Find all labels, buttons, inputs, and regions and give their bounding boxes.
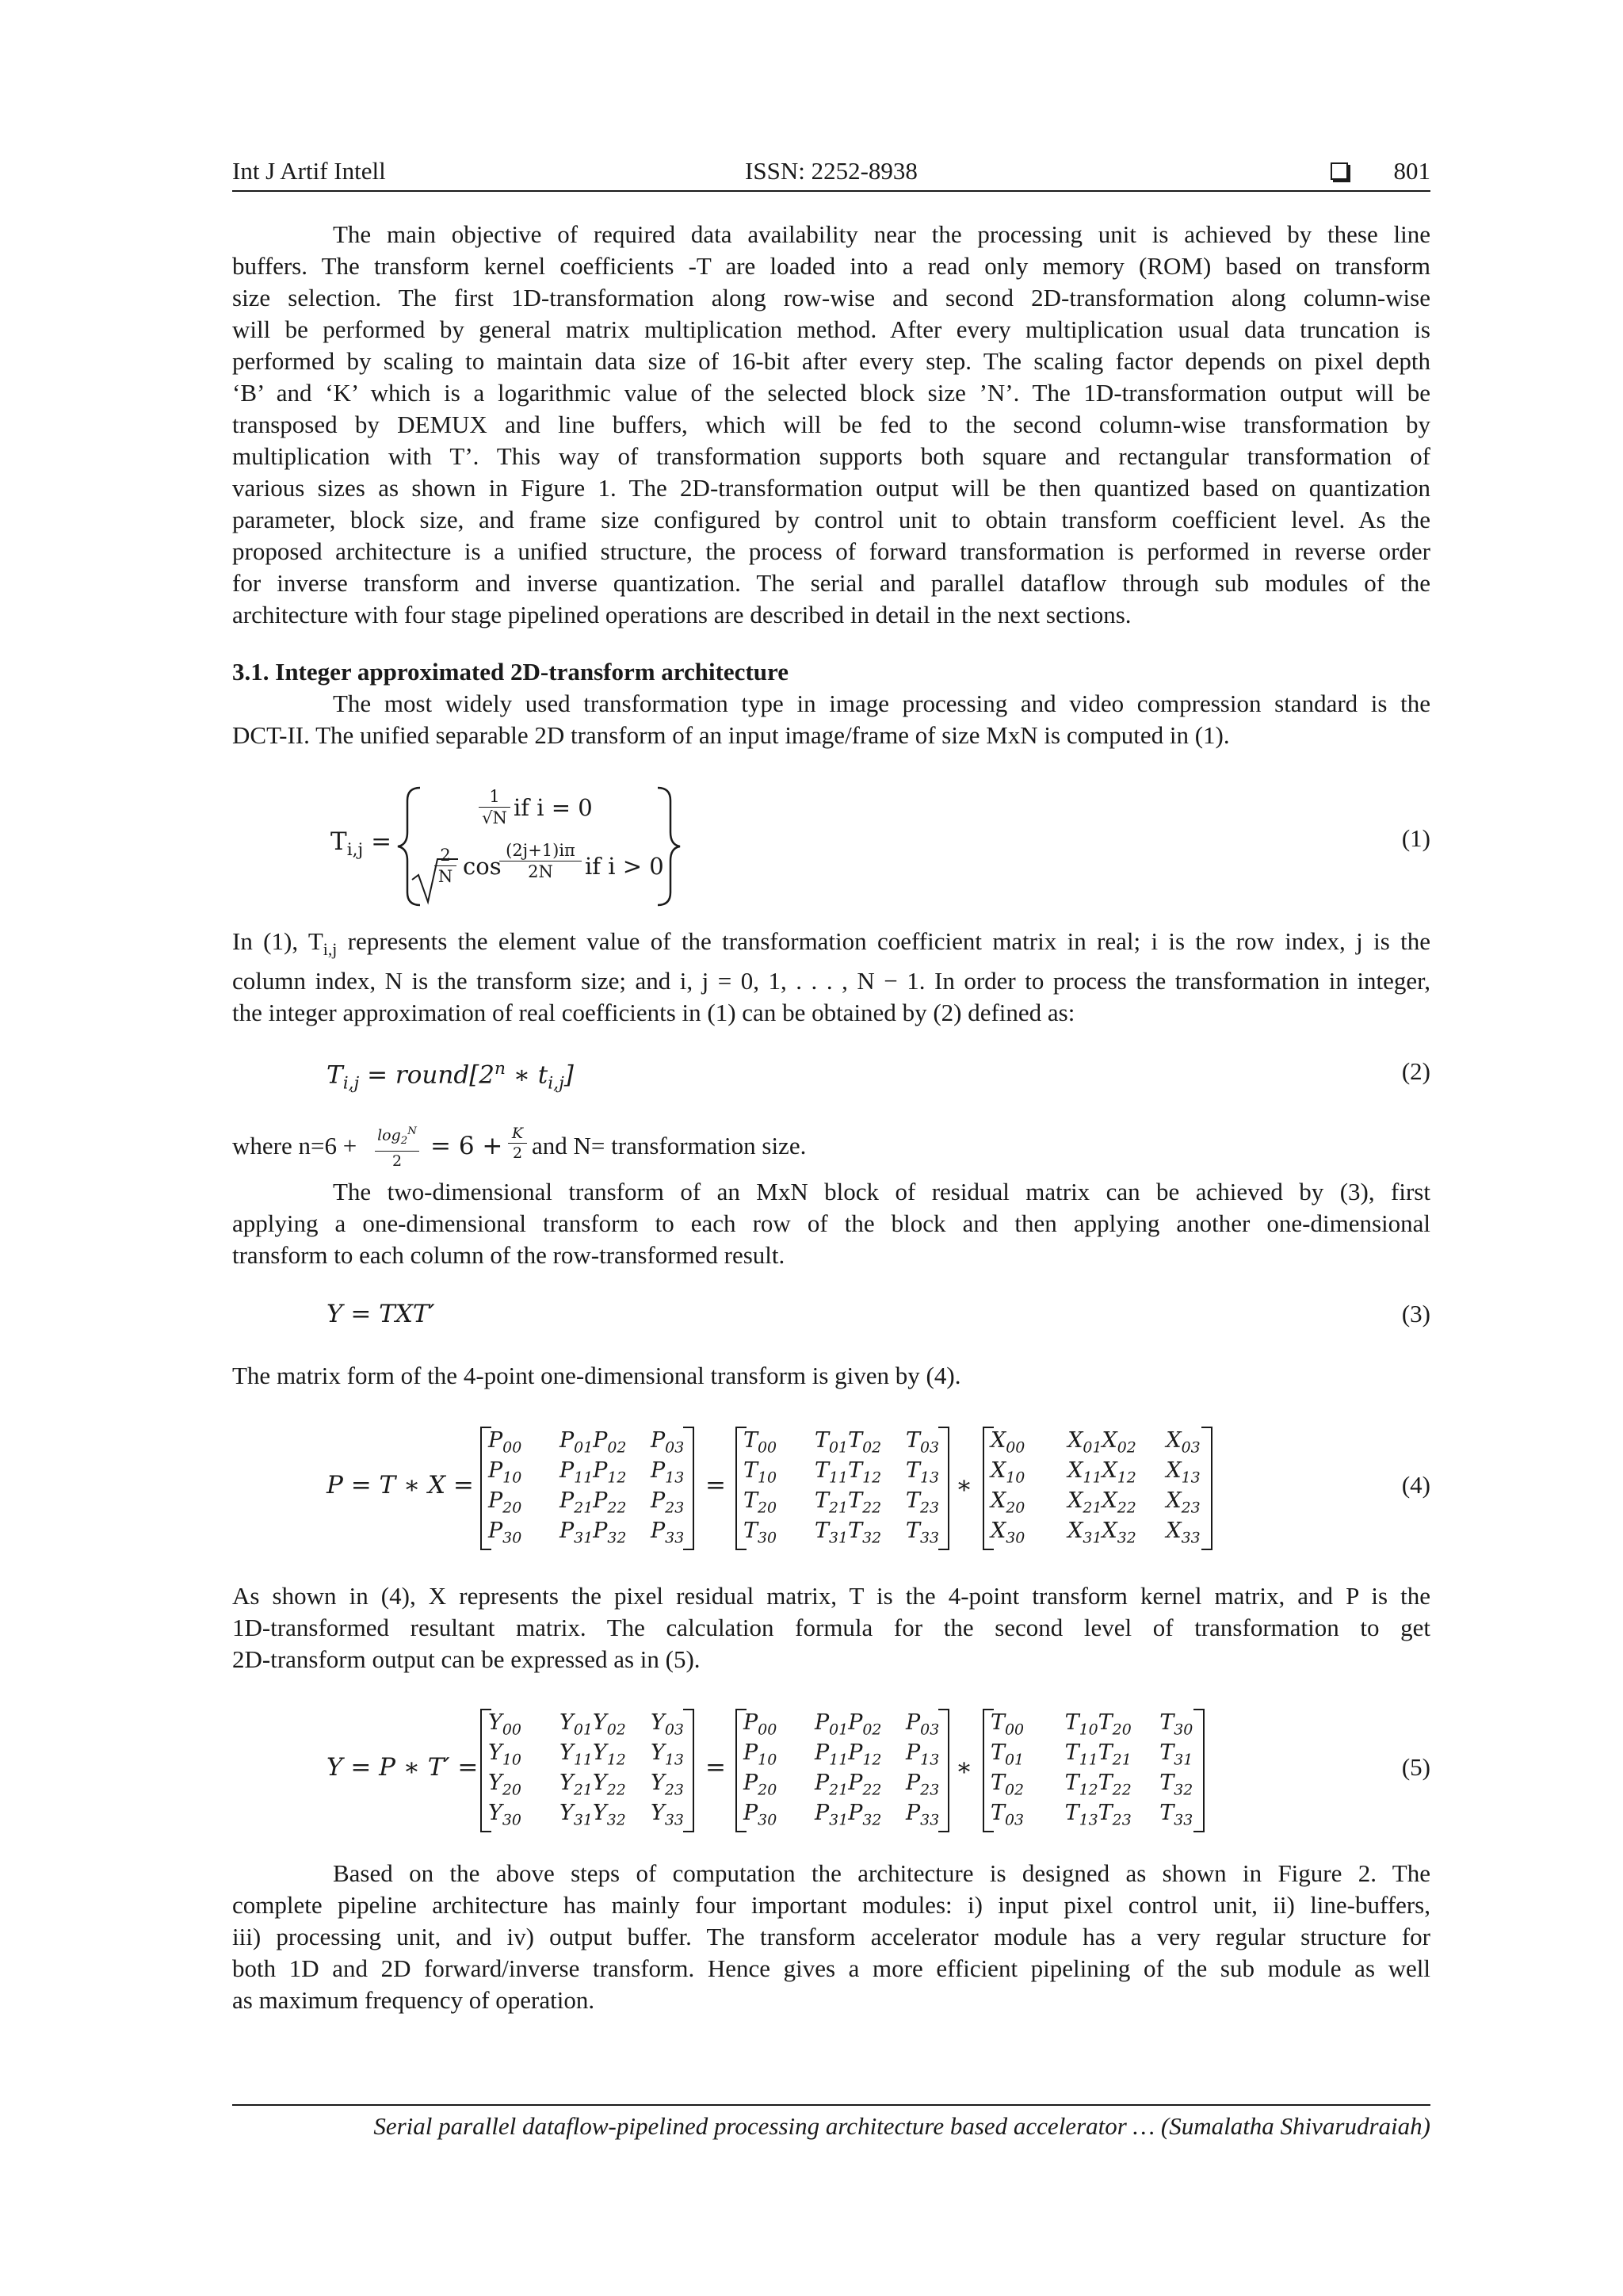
matrix-cell: $T_{33}$ xyxy=(1159,1801,1193,1829)
matrix-cell: $Y_{13}$ xyxy=(651,1740,684,1769)
matrix-cell: $T_{13}$ xyxy=(906,1458,940,1487)
text-line: The main objective of required data availability near the processing unit is achieved by these line xyxy=(333,220,1430,248)
text-line: In (1), $T_{i,j}$ represents the element value of the transformation coefficient matrix in real; i is the row index, j is the xyxy=(232,927,1431,960)
matrix-cell: $Y_{11}Y_{12}$ xyxy=(559,1740,626,1769)
matrix-cell: $T_{10}$ xyxy=(743,1458,777,1487)
eq1-case2-cond: if i > 0 xyxy=(585,853,664,880)
matrix-cell: $T_{03}$ xyxy=(906,1428,940,1457)
text-line: DCT-II. The unified separable 2D transform of an input image/frame of size MxN is computed in (1). xyxy=(232,721,1230,749)
eq5-lhs: Y = P ∗ T′ = xyxy=(327,1753,479,1782)
text-line: ‘B’ and ‘K’ which is a logarithmic value of the selected block size ’N’. The 1D-transformation output will be xyxy=(232,379,1430,407)
matrix-cell: $X_{30}$ xyxy=(991,1519,1025,1547)
eq1-case1-frac: 1 √N xyxy=(479,786,510,828)
paragraph-after-eq4 xyxy=(232,1580,1430,1675)
matrix-cell: $X_{00}$ xyxy=(991,1428,1025,1457)
text-line: as maximum frequency of operation. xyxy=(232,1986,595,2014)
matrix-cell: $T_{31}T_{32}$ xyxy=(815,1519,882,1547)
matrix-cell: $T_{30}$ xyxy=(743,1519,777,1547)
running-footer: Serial parallel dataflow-pipelined processing architecture based accelerator … (Sumalatha Shivarudraiah) xyxy=(373,2112,1430,2140)
text-line: the integer approximation of real coefficients in (1) can be obtained by (2) defined as: xyxy=(232,999,1075,1027)
matrix-cell: $P_{03}$ xyxy=(906,1710,940,1739)
matrix-cell: $X_{23}$ xyxy=(1166,1488,1201,1517)
text-line: iii) processing unit, and iv) output buffer. The transform accelerator module has a very regular structure for xyxy=(232,1923,1430,1950)
section-heading: 3.1. Integer approximated 2D-transform architecture xyxy=(232,658,789,686)
matrix-cell: $X_{33}$ xyxy=(1166,1519,1201,1547)
matrix-cell: $P_{10}$ xyxy=(743,1740,777,1769)
matrix-cell: $P_{33}$ xyxy=(906,1801,940,1829)
matrix-cell: $P_{13}$ xyxy=(906,1740,940,1769)
text-line: multiplication with T’. This way of transformation supports both square and rectangular transformation of xyxy=(232,442,1430,470)
matrix-cell: $X_{10}$ xyxy=(991,1458,1025,1487)
text-line: architecture with four stage pipelined operations are described in detail in the next sections. xyxy=(232,601,1132,628)
text-line: buffers. The transform kernel coefficients -T are loaded into a read only memory (ROM) based on transform xyxy=(232,252,1430,280)
section-intro xyxy=(232,688,1430,751)
where-frac-2: K 2 xyxy=(508,1124,527,1163)
text-line: The two-dimensional transform of an MxN block of residual matrix can be achieved by (3), first xyxy=(333,1178,1430,1205)
matrix-cell: $Y_{20}$ xyxy=(488,1771,521,1799)
issn: ISSN: 2252-8938 xyxy=(745,157,918,185)
text-line: column index, N is the transform size; and i, j = 0, 1, . . . , N − 1. In order to process the transformation in integer, xyxy=(232,967,1430,995)
matrix-cell: $P_{31}P_{32}$ xyxy=(815,1801,882,1829)
where-frac-1: $\log_2^N$ 2 xyxy=(375,1122,419,1171)
matrix-cell: $P_{23}$ xyxy=(651,1488,685,1517)
equals-sign: = xyxy=(705,1471,726,1499)
matrix-cell: $P_{20}$ xyxy=(743,1771,777,1799)
multiply-sign: ∗ xyxy=(956,1471,973,1499)
matrix-cell: $T_{00}$ xyxy=(743,1428,777,1457)
eq1-cos: cos xyxy=(463,853,502,880)
matrix-cell: $T_{02}$ xyxy=(991,1771,1025,1799)
page-number: 801 xyxy=(1393,157,1430,185)
eq1-lhs: $T_{i,j}$ = xyxy=(330,827,392,861)
matrix-cell: $X_{01}X_{02}$ xyxy=(1067,1428,1136,1457)
matrix-cell: $Y_{30}$ xyxy=(488,1801,521,1829)
matrix-cell: $Y_{23}$ xyxy=(651,1771,684,1799)
paragraph-2d-transform xyxy=(232,1176,1430,1271)
text-line: 1D-transformed resultant matrix. The calculation formula for the second level of transformation to get xyxy=(232,1614,1430,1641)
text-line: various sizes as shown in Figure 1. The 2D-transformation output will be then quantized based on quantization xyxy=(232,474,1430,502)
text-line: both 1D and 2D forward/inverse transform. Hence gives a more efficient pipelining of the sub module as well xyxy=(232,1954,1430,1982)
matrix-cell: $T_{01}T_{02}$ xyxy=(815,1428,882,1457)
matrix-cell: $X_{11}X_{12}$ xyxy=(1067,1458,1136,1487)
matrix-cell: $Y_{00}$ xyxy=(488,1710,521,1739)
matrix-cell: $X_{20}$ xyxy=(991,1488,1025,1517)
matrix-X xyxy=(983,1427,1212,1550)
matrix-Y xyxy=(480,1709,694,1832)
text-line: for inverse transform and inverse quantization. The serial and parallel dataflow through sub modules of the xyxy=(232,569,1430,597)
text-line: transform to each column of the row-transformed result. xyxy=(232,1241,785,1269)
eq4-lhs: P = T ∗ X = xyxy=(327,1471,474,1499)
matrix-cell: $P_{10}$ xyxy=(488,1458,522,1487)
text-line: will be performed by general matrix multiplication method. After every multiplication usual data truncation is xyxy=(232,315,1430,343)
matrix-cell: $T_{03}$ xyxy=(991,1801,1025,1829)
equation-number: (3) xyxy=(1401,1300,1430,1328)
eq3-body: Y = TXT′ xyxy=(327,1300,435,1328)
matrix-P xyxy=(480,1427,694,1550)
matrix-cell: $Y_{33}$ xyxy=(651,1801,684,1829)
matrix-cell: $Y_{31}Y_{32}$ xyxy=(559,1801,626,1829)
text-line: proposed architecture is a unified structure, the process of forward transformation is performed in reverse order xyxy=(232,537,1430,565)
paragraph-after-eq1 xyxy=(232,926,1430,1029)
intro-paragraph xyxy=(232,219,1430,631)
text-line: applying a one-dimensional transform to each row of the block and then applying another one-dimensional xyxy=(232,1209,1430,1237)
matrix-cell: $T_{33}$ xyxy=(906,1519,940,1547)
matrix-cell: $T_{23}$ xyxy=(906,1488,940,1517)
multiply-sign: ∗ xyxy=(956,1753,973,1782)
text-line: Based on the above steps of computation the architecture is designed as shown in Figure 2. The xyxy=(333,1859,1430,1887)
matrix-cell: $P_{20}$ xyxy=(488,1488,522,1517)
equals-sign: = xyxy=(705,1753,726,1782)
equation-number: (2) xyxy=(1401,1057,1430,1085)
matrix-cell: $Y_{01}Y_{02}$ xyxy=(559,1710,626,1739)
matrix-cell: $T_{01}$ xyxy=(991,1740,1025,1769)
eq2-body: $T_{i,j}$ = $round[2^n$ ∗ $t_{i,j}$] xyxy=(327,1059,574,1094)
text-line: As shown in (4), X represents the pixel residual matrix, T is the 4-point transform kernel matrix, and P is the xyxy=(232,1582,1430,1610)
matrix-cell: $T_{31}$ xyxy=(1159,1740,1193,1769)
paragraph-matrix-form: The matrix form of the 4-point one-dimensional transform is given by (4). xyxy=(232,1362,961,1389)
matrix-cell: $T_{20}$ xyxy=(743,1488,777,1517)
text-line: complete pipeline architecture has mainly four important modules: i) input pixel control unit, ii) line-buffers, xyxy=(232,1891,1430,1919)
matrix-cell: $T_{00}$ xyxy=(991,1710,1025,1739)
matrix-T xyxy=(735,1427,949,1550)
matrix-cell: $P_{30}$ xyxy=(743,1801,777,1829)
matrix-cell: $P_{33}$ xyxy=(651,1519,685,1547)
matrix-cell: $Y_{10}$ xyxy=(488,1740,521,1769)
matrix-cell: $X_{13}$ xyxy=(1166,1458,1201,1487)
matrix-cell: $P_{03}$ xyxy=(651,1428,685,1457)
matrix-cell: $T_{11}T_{21}$ xyxy=(1064,1740,1132,1769)
equation-number: (1) xyxy=(1401,824,1430,852)
text-line: parameter, block size, and frame size configured by control unit to obtain transform coefficient level. As the xyxy=(232,506,1430,533)
matrix-cell: $X_{21}X_{22}$ xyxy=(1067,1488,1136,1517)
matrix-cell: $X_{31}X_{32}$ xyxy=(1067,1519,1136,1547)
matrix-cell: $T_{13}T_{23}$ xyxy=(1064,1801,1132,1829)
matrix-cell: $P_{23}$ xyxy=(906,1771,940,1799)
text-line: performed by scaling to maintain data size of 16-bit after every step. The scaling factor depends on pixel depth xyxy=(232,347,1430,375)
matrix-cell: $P_{31}P_{32}$ xyxy=(559,1519,627,1547)
matrix-cell: $P_{11}P_{12}$ xyxy=(815,1740,882,1769)
matrix-T-transpose xyxy=(983,1709,1205,1832)
matrix-cell: $T_{10}T_{20}$ xyxy=(1064,1710,1132,1739)
journal-name: Int J Artif Intell xyxy=(232,157,386,185)
text-line: transposed by DEMUX and line buffers, which will be fed to the second column-wise transformation by xyxy=(232,411,1430,438)
matrix-cell: $P_{01}P_{02}$ xyxy=(815,1710,882,1739)
eq1-case2-frac: (2j+1)iπ 2N xyxy=(499,840,582,882)
matrix-cell: $P_{21}P_{22}$ xyxy=(559,1488,627,1517)
matrix-cell: $Y_{21}Y_{22}$ xyxy=(559,1771,626,1799)
eq1-case2-sqrt-frac: 2 N xyxy=(434,845,456,887)
matrix-P xyxy=(735,1709,949,1832)
matrix-cell: $P_{21}P_{22}$ xyxy=(815,1771,882,1799)
footer-rule xyxy=(232,2104,1430,2106)
matrix-cell: $T_{21}T_{22}$ xyxy=(815,1488,882,1517)
matrix-cell: $P_{00}$ xyxy=(488,1428,522,1457)
equation-number: (4) xyxy=(1401,1471,1430,1499)
matrix-cell: $P_{00}$ xyxy=(743,1710,777,1739)
matrix-cell: $P_{13}$ xyxy=(651,1458,685,1487)
matrix-cell: $T_{12}T_{22}$ xyxy=(1064,1771,1132,1799)
matrix-cell: $T_{11}T_{12}$ xyxy=(815,1458,882,1487)
matrix-cell: $T_{30}$ xyxy=(1159,1710,1193,1739)
closing-paragraph xyxy=(232,1858,1430,2016)
where-line: where n=6 + $\log_2^N$ 2 = 6 + K 2 and N= transformation size. xyxy=(232,1122,1430,1170)
equation-number: (5) xyxy=(1401,1753,1430,1781)
text-line: 2D-transform output can be expressed as in (5). xyxy=(232,1645,701,1673)
text-line: The most widely used transformation type in image processing and video compression standard is the xyxy=(333,690,1430,717)
matrix-cell: $Y_{03}$ xyxy=(651,1710,684,1739)
text-line: size selection. The first 1D-transformation along row-wise and second 2D-transformation along column-wise xyxy=(232,284,1430,311)
checkbox-square-icon xyxy=(1331,162,1348,180)
matrix-cell: $X_{03}$ xyxy=(1166,1428,1201,1457)
running-header xyxy=(232,155,1430,192)
matrix-cell: $P_{01}P_{02}$ xyxy=(559,1428,627,1457)
eq1-case1-cond: if i = 0 xyxy=(514,794,593,821)
matrix-cell: $P_{11}P_{12}$ xyxy=(559,1458,627,1487)
matrix-cell: $P_{30}$ xyxy=(488,1519,522,1547)
matrix-cell: $T_{32}$ xyxy=(1159,1771,1193,1799)
